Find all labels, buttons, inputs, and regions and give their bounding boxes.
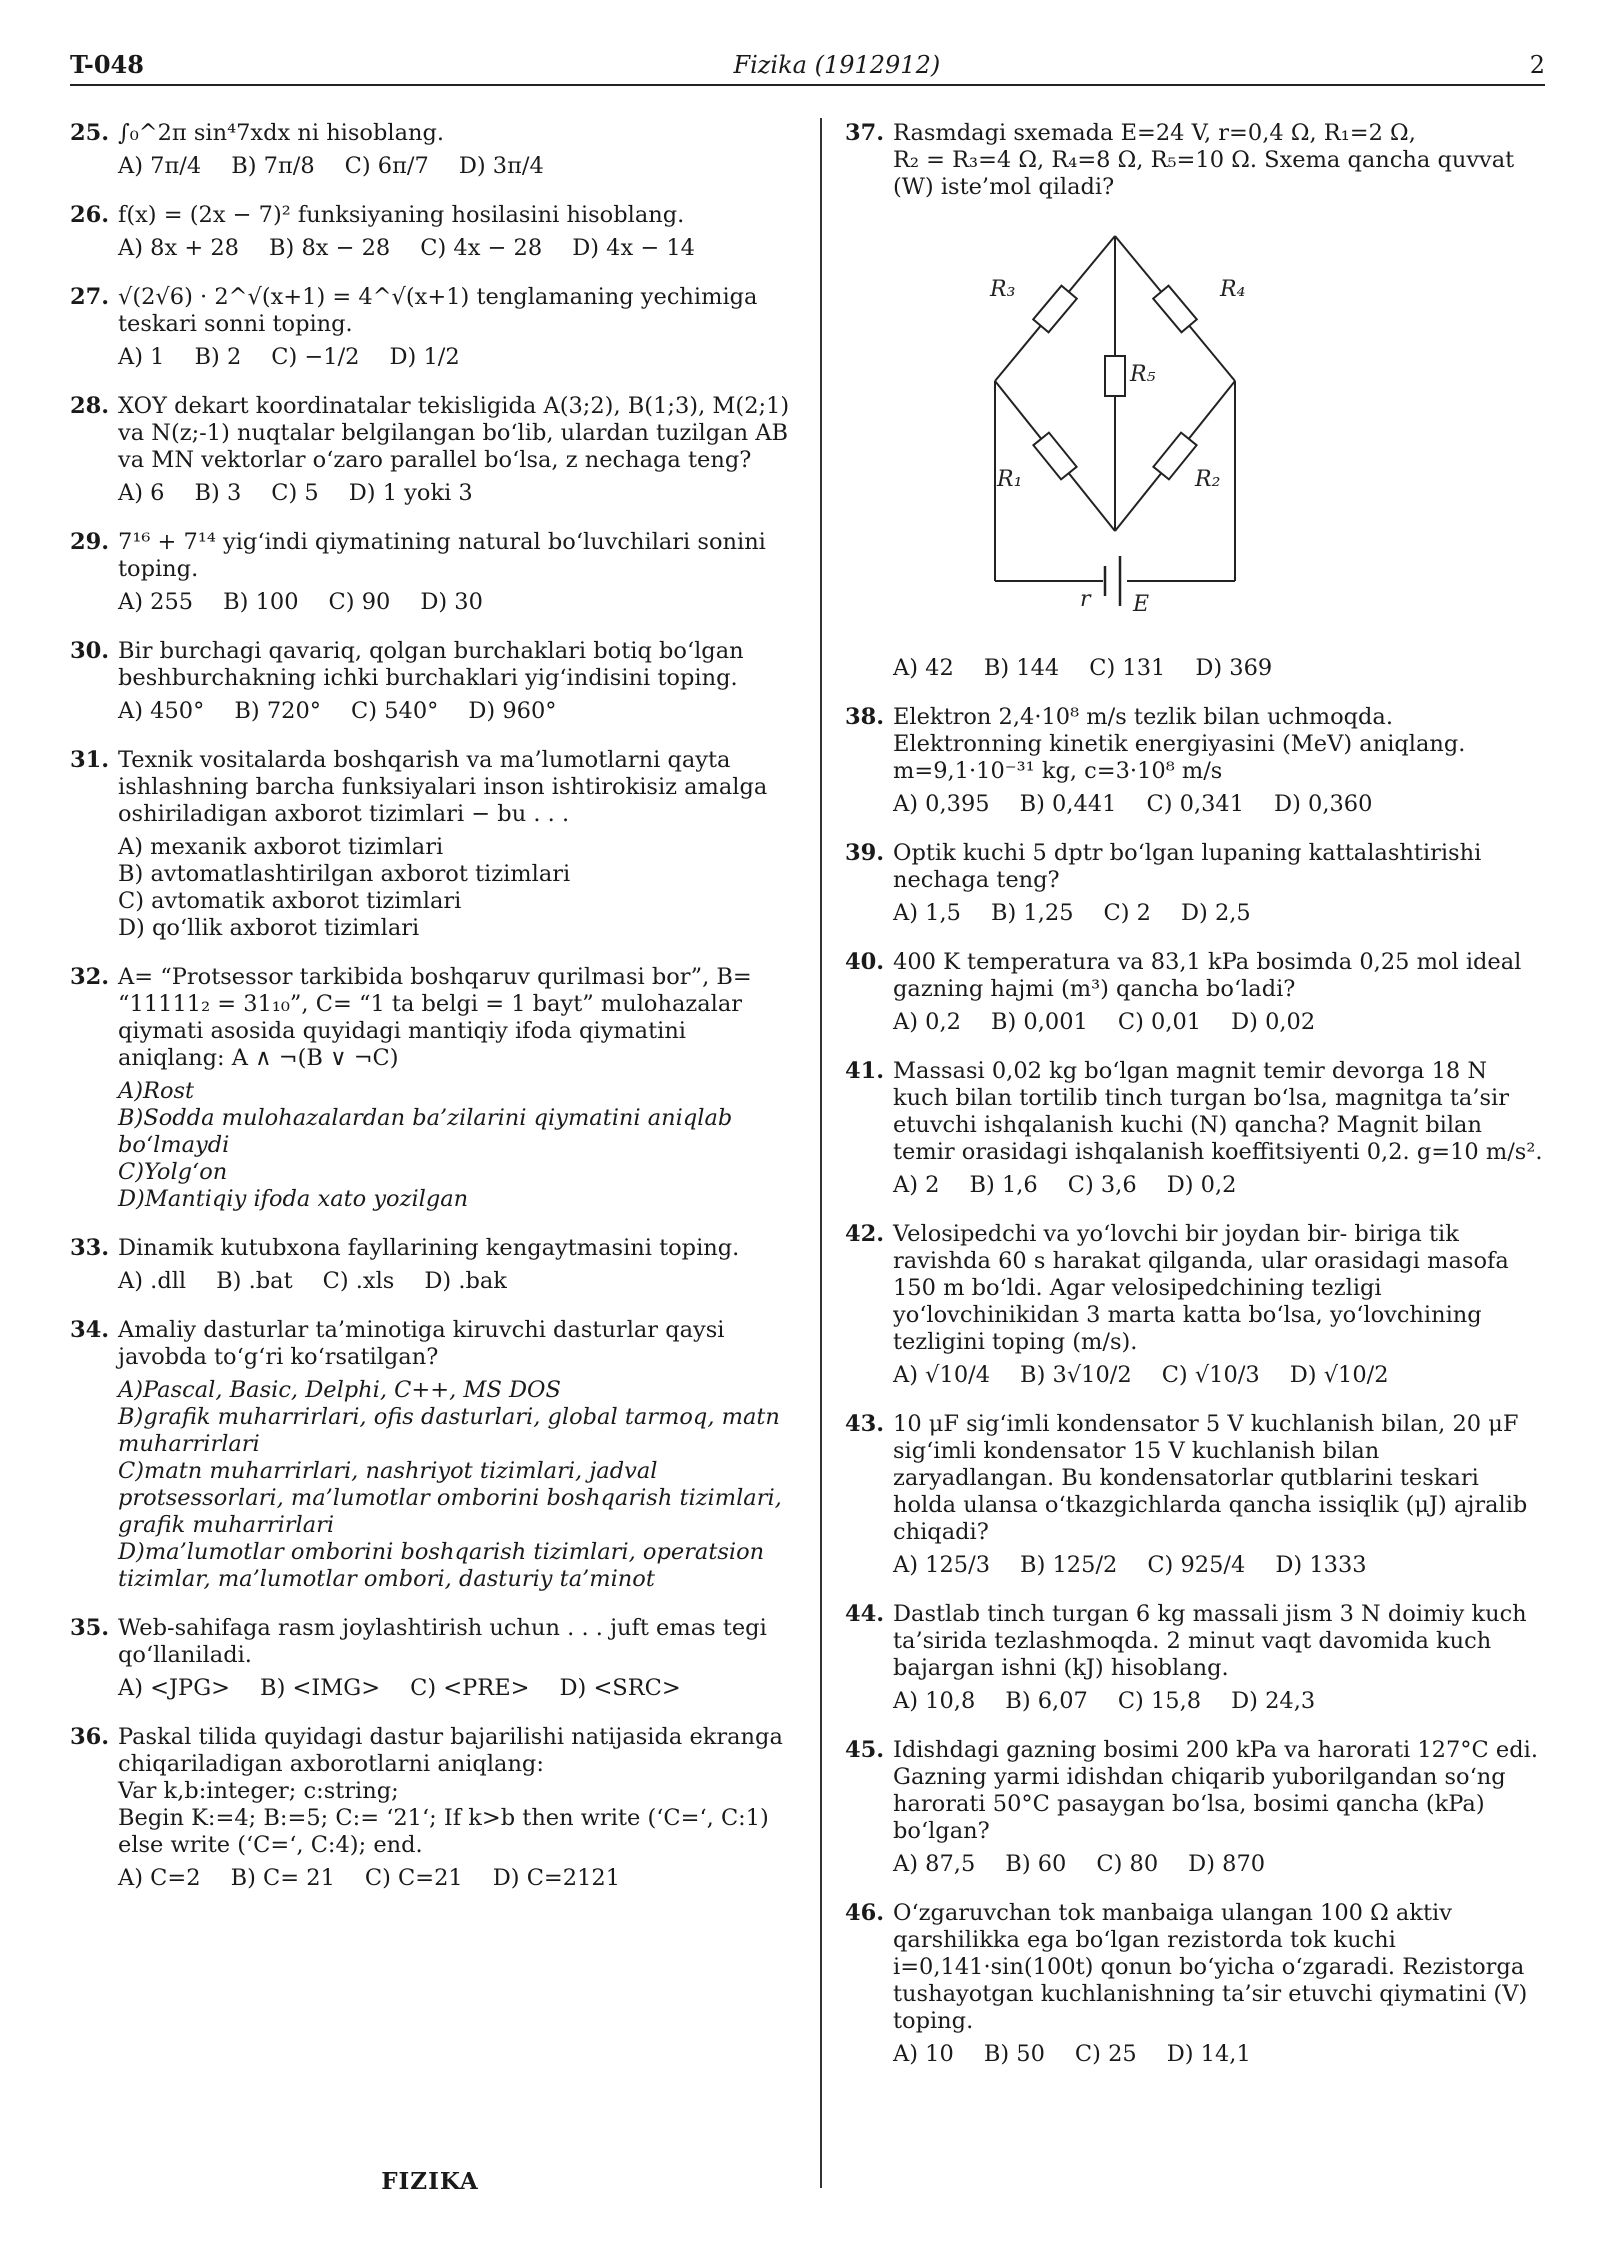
- option-c[interactable]: C) 15,8: [1117, 1688, 1202, 1714]
- option-c[interactable]: C) avtomatik axborot tizimlari: [118, 888, 462, 914]
- question-number: 41.: [845, 1058, 885, 1084]
- option-a[interactable]: A) 6: [118, 480, 165, 506]
- option-a[interactable]: A) 1,5: [893, 900, 961, 926]
- option-d[interactable]: D) qo‘llik axborot tizimlari: [118, 915, 420, 941]
- answer-options: [118, 1865, 790, 1892]
- question-33: [70, 1235, 790, 1295]
- answer-options: [118, 235, 790, 262]
- option-d[interactable]: D) 30: [420, 589, 483, 615]
- option-b[interactable]: B) 0,441: [1019, 791, 1117, 817]
- question-line: (W) iste’mol qiladi?: [893, 174, 1115, 200]
- option-d[interactable]: D) .bak: [424, 1268, 507, 1294]
- code-block: [118, 1778, 790, 1859]
- option-a[interactable]: A) √10/4: [893, 1362, 991, 1388]
- option-b[interactable]: B) 3√10/2: [1020, 1362, 1132, 1388]
- question-41: [845, 1058, 1545, 1199]
- option-c[interactable]: C) 90: [328, 589, 391, 615]
- question-line: R₂ = R₃=4 Ω, R₄=8 Ω, R₅=10 Ω. Sxema qancha quvvat: [893, 147, 1515, 173]
- option-b[interactable]: B) 125/2: [1020, 1552, 1118, 1578]
- question-text: Texnik vositalarda boshqarish va ma’lumotlarni qayta ishlashning barcha funksiyalari inson ishtirokisiz amalga oshiriladigan axborot tizimlari − bu . . .: [118, 747, 768, 827]
- option-d[interactable]: D) 0,2: [1166, 1172, 1237, 1198]
- option-d[interactable]: D) 24,3: [1231, 1688, 1316, 1714]
- question-27: [70, 284, 790, 371]
- circuit-diagram: [905, 221, 1325, 641]
- option-b[interactable]: B) 1,6: [969, 1172, 1038, 1198]
- label-r3: R₃: [990, 277, 1016, 302]
- question-number: 25.: [70, 120, 110, 146]
- option-b[interactable]: B) 50: [983, 2041, 1045, 2067]
- option-a[interactable]: A) 0,395: [893, 791, 990, 817]
- question-28: [70, 393, 790, 507]
- page-number: 2: [1529, 51, 1545, 80]
- question-number: 39.: [845, 840, 885, 866]
- question-32: [70, 964, 790, 1213]
- question-text: Elektron 2,4·10⁸ m/s tezlik bilan uchmoqda. Elektronning kinetik energiyasini (MeV) aniqlang. m=9,1·10⁻³¹ kg, c=3·10⁸ m/s: [893, 704, 1466, 784]
- question-text: 400 K temperatura va 83,1 kPa bosimda 0,25 mol ideal gazning hajmi (m³) qancha bo‘ladi?: [893, 949, 1522, 1002]
- option-d[interactable]: D) 2,5: [1181, 900, 1251, 926]
- question-number: 28.: [70, 393, 110, 419]
- question-number: 45.: [845, 1737, 885, 1763]
- code-line: else write (‘C=‘, C:4); end.: [118, 1832, 423, 1858]
- option-b[interactable]: B)grafik muharrirlari, ofis dasturlari, global tarmoq, matn muharrirlari: [118, 1404, 780, 1457]
- option-b[interactable]: B) .bat: [216, 1268, 293, 1294]
- question-40: [845, 949, 1545, 1036]
- option-d[interactable]: D) 960°: [468, 698, 557, 724]
- question-text: XOY dekart koordinatalar tekisligida A(3;2), B(1;3), M(2;1) va N(z;-1) nuqtalar belgilangan bo‘lib, ulardan tuzilgan AB va MN vektorlar o‘zaro parallel bo‘lsa, z nechaga teng?: [118, 393, 790, 473]
- left-column: [70, 120, 790, 1914]
- answer-options: [118, 589, 790, 616]
- answer-options: [893, 1009, 1545, 1036]
- option-a[interactable]: A) C=2: [118, 1865, 201, 1891]
- answer-options: [118, 1078, 790, 1213]
- question-37: [845, 120, 1545, 682]
- option-c[interactable]: C) 5: [271, 480, 319, 506]
- answer-options: [118, 834, 790, 942]
- code-line: Var k,b:integer; c:string;: [118, 1778, 399, 1804]
- option-c[interactable]: C) 6π/7: [344, 153, 429, 179]
- option-b[interactable]: B) 1,25: [990, 900, 1074, 926]
- option-d[interactable]: D) 1333: [1275, 1552, 1367, 1578]
- question-text: Web-sahifaga rasm joylashtirish uchun . . . juft emas tegi qo‘llaniladi.: [118, 1615, 767, 1668]
- question-number: 42.: [845, 1221, 885, 1247]
- option-d[interactable]: D) 1/2: [389, 344, 460, 370]
- question-number: 33.: [70, 1235, 110, 1261]
- option-b[interactable]: B) 6,07: [1005, 1688, 1088, 1714]
- question-text: Amaliy dasturlar ta’minotiga kiruvchi dasturlar qaysi javobda to‘g‘ri ko‘rsatilgan?: [118, 1317, 725, 1370]
- option-a[interactable]: A) 8x + 28: [118, 235, 239, 261]
- option-a[interactable]: A) 0,2: [893, 1009, 961, 1035]
- question-number: 43.: [845, 1411, 885, 1437]
- option-d[interactable]: D) 4x − 14: [572, 235, 695, 261]
- question-text: Paskal tilida quyidagi dastur bajarilishi natijasida ekranga chiqariladigan axborotlarni aniqlang:: [118, 1724, 783, 1777]
- question-number: 37.: [845, 120, 885, 146]
- option-a[interactable]: A)Pascal, Basic, Delphi, C++, MS DOS: [118, 1377, 561, 1403]
- option-a[interactable]: A) 10,8: [893, 1688, 976, 1714]
- option-c[interactable]: C) C=21: [364, 1865, 463, 1891]
- answer-options: [893, 900, 1545, 927]
- question-text: Massasi 0,02 kg bo‘lgan magnit temir devorga 18 N kuch bilan tortilib tinch turgan bo‘lsa, magnitga ta’sir etuvchi ishqalanish kuchi (N) qancha? Magnit bilan temir orasidagi ishqalanish koeffitsiyenti 0,2. g=10 m/s².: [893, 1058, 1543, 1165]
- page-header: [70, 48, 1545, 86]
- option-a[interactable]: A) 87,5: [893, 1851, 976, 1877]
- option-a[interactable]: A) 125/3: [893, 1552, 991, 1578]
- question-34: [70, 1317, 790, 1593]
- option-a[interactable]: A)Rost: [118, 1078, 195, 1104]
- question-44: [845, 1601, 1545, 1715]
- option-c[interactable]: C) 25: [1074, 2041, 1137, 2067]
- option-d[interactable]: D) 0,02: [1231, 1009, 1316, 1035]
- option-d[interactable]: D) 0,360: [1274, 791, 1373, 817]
- option-b[interactable]: B) avtomatlashtirilgan axborot tizimlari: [118, 861, 571, 887]
- question-text: f(x) = (2x − 7)² funksiyaning hosilasini hisoblang.: [118, 202, 685, 228]
- question-text: 10 μF sig‘imli kondensator 5 V kuchlanish bilan, 20 μF sig‘imli kondensator 15 V kuchlanish bilan zaryadlangan. Bu kondensatorlar qutblarini teskari holda ulansa o‘tkazgichlarda qancha issiqlik (μJ) ajralib chiqadi?: [893, 1411, 1528, 1545]
- answer-options: [893, 1688, 1545, 1715]
- answer-options: [118, 153, 790, 180]
- option-d[interactable]: D) 3π/4: [458, 153, 544, 179]
- option-b[interactable]: B) 8x − 28: [268, 235, 391, 261]
- code-line: Begin K:=4; B:=5; C:= ‘21‘; If k>b then write (‘C=‘, C:1): [118, 1805, 769, 1831]
- question-36: [70, 1724, 790, 1892]
- option-d[interactable]: D) C=2121: [492, 1865, 621, 1891]
- question-38: [845, 704, 1545, 818]
- option-a[interactable]: A) 2: [893, 1172, 940, 1198]
- answer-options: [893, 1851, 1545, 1878]
- right-column: [845, 120, 1545, 2090]
- question-35: [70, 1615, 790, 1702]
- question-text: [893, 120, 1545, 201]
- question-31: [70, 747, 790, 942]
- question-30: [70, 638, 790, 725]
- answer-options: [118, 1675, 790, 1702]
- question-number: 34.: [70, 1317, 110, 1343]
- question-text: Bir burchagi qavariq, qolgan burchaklari botiq bo‘lgan beshburchakning ichki burchaklari yig‘indisini toping.: [118, 638, 744, 691]
- option-b[interactable]: B) 100: [223, 589, 299, 615]
- label-r4: R₄: [1220, 277, 1246, 302]
- question-43: [845, 1411, 1545, 1579]
- label-r5: R₅: [1130, 362, 1156, 387]
- column-divider: [820, 118, 822, 2188]
- answer-options: [893, 791, 1545, 818]
- question-number: 32.: [70, 964, 110, 990]
- label-r1: R₁: [997, 467, 1023, 492]
- question-text: O‘zgaruvchan tok manbaiga ulangan 100 Ω aktiv qarshilikka ega bo‘lgan rezistorda tok kuchi i=0,141·sin(100t) qonun bo‘yicha o‘zgaradi. Rezistorga tushayotgan kuchlanishning ta’sir etuvchi qiymatini (V) toping.: [893, 1900, 1528, 2034]
- answer-options: [893, 2041, 1545, 2068]
- label-r2: R₂: [1195, 467, 1221, 492]
- option-c[interactable]: C) 80: [1096, 1851, 1159, 1877]
- option-b[interactable]: B) 7π/8: [231, 153, 315, 179]
- option-b[interactable]: B) <IMG>: [260, 1675, 381, 1701]
- question-text: Optik kuchi 5 dptr bo‘lgan lupaning kattalashtirishi nechaga teng?: [893, 840, 1482, 893]
- question-number: 46.: [845, 1900, 885, 1926]
- answer-options: [118, 344, 790, 371]
- question-text: ∫₀^2π sin⁴7xdx ni hisoblang.: [118, 120, 445, 146]
- question-39: [845, 840, 1545, 927]
- option-a[interactable]: A) 10: [893, 2041, 954, 2067]
- answer-options: [893, 1172, 1545, 1199]
- question-text: Velosipedchi va yo‘lovchi bir joydan bir- biriga tik ravishda 60 s harakat qilganda, ular orasidagi masofa 150 m bo‘ldi. Agar velosipedchining tezligi yo‘lovchinikidan 3 marta katta bo‘lsa, yo‘lovchining tezligini toping (m/s).: [893, 1221, 1509, 1355]
- option-c[interactable]: C) 925/4: [1147, 1552, 1246, 1578]
- option-d[interactable]: D) 870: [1188, 1851, 1266, 1877]
- option-a[interactable]: A) 42: [893, 655, 954, 681]
- question-text: A= “Protsessor tarkibida boshqaruv qurilmasi bor”, B= “11111₂ = 31₁₀”, C= “1 ta belgi = 1 bayt” mulohazalar qiymati asosida quyidagi mantiqiy ifoda qiymatini aniqlang: A ∧ ¬(B ∨ ¬C): [118, 964, 752, 1071]
- option-a[interactable]: A) 255: [118, 589, 194, 615]
- question-number: 40.: [845, 949, 885, 975]
- option-c[interactable]: C) −1/2: [271, 344, 360, 370]
- question-text: Idishdagi gazning bosimi 200 kPa va harorati 127°C edi. Gazning yarmi idishdan chiqarib yuborilgandan so‘ng harorati 50°C pasaygan bo‘lsa, bosimi qancha (kPa) bo‘lgan?: [893, 1737, 1538, 1844]
- question-number: 30.: [70, 638, 110, 664]
- question-number: 38.: [845, 704, 885, 730]
- question-number: 44.: [845, 1601, 885, 1627]
- subject-title: Fizika (1912912): [733, 51, 941, 80]
- option-d[interactable]: D)ma’lumotlar omborini boshqarish tizimlari, operatsion tizimlar, ma’lumotlar ombori, dasturiy ta’minot: [118, 1539, 765, 1592]
- question-number: 31.: [70, 747, 110, 773]
- question-text: Dinamik kutubxona fayllarining kengaytmasini toping.: [118, 1235, 740, 1261]
- question-42: [845, 1221, 1545, 1389]
- option-c[interactable]: C) 2: [1103, 900, 1151, 926]
- question-25: [70, 120, 790, 180]
- option-b[interactable]: B) 144: [983, 655, 1060, 681]
- question-number: 36.: [70, 1724, 110, 1750]
- question-number: 35.: [70, 1615, 110, 1641]
- option-d[interactable]: D) 14,1: [1166, 2041, 1251, 2067]
- label-r: r: [1080, 587, 1091, 612]
- question-45: [845, 1737, 1545, 1878]
- question-text: 7¹⁶ + 7¹⁴ yig‘indi qiymatining natural bo‘luvchilari sonini toping.: [118, 529, 766, 582]
- option-c[interactable]: C) <PRE>: [410, 1675, 530, 1701]
- answer-options: [118, 1377, 790, 1593]
- option-c[interactable]: C) √10/3: [1161, 1362, 1260, 1388]
- option-b[interactable]: B) 3: [194, 480, 242, 506]
- answer-options: [893, 1362, 1545, 1389]
- option-b[interactable]: B) 2: [194, 344, 242, 370]
- question-29: [70, 529, 790, 616]
- option-a[interactable]: A) 450°: [118, 698, 205, 724]
- option-a[interactable]: A) <JPG>: [118, 1675, 231, 1701]
- question-46: [845, 1900, 1545, 2068]
- answer-options: [893, 1552, 1545, 1579]
- option-b[interactable]: B) 60: [1005, 1851, 1067, 1877]
- option-a[interactable]: A) .dll: [118, 1268, 187, 1294]
- option-d[interactable]: D)Mantiqiy ifoda xato yozilgan: [118, 1186, 469, 1212]
- option-b[interactable]: B) 0,001: [990, 1009, 1088, 1035]
- question-text: √(2√6) · 2^√(x+1) = 4^√(x+1) tenglamaning yechimiga teskari sonni toping.: [118, 284, 758, 337]
- option-c[interactable]: C) 131: [1089, 655, 1166, 681]
- question-number: 27.: [70, 284, 110, 310]
- option-d[interactable]: D) <SRC>: [559, 1675, 681, 1701]
- option-d[interactable]: D) 369: [1195, 655, 1273, 681]
- option-c[interactable]: C) 0,341: [1146, 791, 1245, 817]
- answer-options: [893, 655, 1545, 682]
- option-c[interactable]: C) 0,01: [1117, 1009, 1202, 1035]
- option-a[interactable]: A) mexanik axborot tizimlari: [118, 834, 444, 860]
- option-b[interactable]: B) C= 21: [230, 1865, 335, 1891]
- option-d[interactable]: D) √10/2: [1289, 1362, 1389, 1388]
- option-c[interactable]: C) 4x − 28: [420, 235, 543, 261]
- option-c[interactable]: C)matn muharrirlari, nashriyot tizimlari, jadval protsessorlari, ma’lumotlar omborini boshqarish tizimlari, grafik muharrirlari: [118, 1458, 782, 1538]
- section-title: FIZIKA: [381, 2168, 479, 2195]
- question-line: Rasmdagi sxemada E=24 V, r=0,4 Ω, R₁=2 Ω,: [893, 120, 1416, 146]
- question-number: 26.: [70, 202, 110, 228]
- label-e: E: [1133, 592, 1150, 617]
- option-c[interactable]: C) 3,6: [1067, 1172, 1137, 1198]
- answer-options: [118, 698, 790, 725]
- option-c[interactable]: C) 540°: [351, 698, 439, 724]
- question-number: 29.: [70, 529, 110, 555]
- option-c[interactable]: C)Yolg‘on: [118, 1159, 228, 1185]
- test-code: T-048: [70, 50, 144, 80]
- answer-options: [118, 1268, 790, 1295]
- option-d[interactable]: D) 1 yoki 3: [348, 480, 473, 506]
- question-26: [70, 202, 790, 262]
- answer-options: [118, 480, 790, 507]
- option-b[interactable]: B) 720°: [234, 698, 322, 724]
- question-text: Dastlab tinch turgan 6 kg massali jism 3 N doimiy kuch ta’sirida tezlashmoqda. 2 minut vaqt davomida kuch bajargan ishni (kJ) hisoblang.: [893, 1601, 1527, 1681]
- option-c[interactable]: C) .xls: [322, 1268, 395, 1294]
- option-a[interactable]: A) 7π/4: [118, 153, 202, 179]
- option-a[interactable]: A) 1: [118, 344, 165, 370]
- option-b[interactable]: B)Sodda mulohazalardan ba’zilarini qiymatini aniqlab bo‘lmaydi: [118, 1105, 733, 1158]
